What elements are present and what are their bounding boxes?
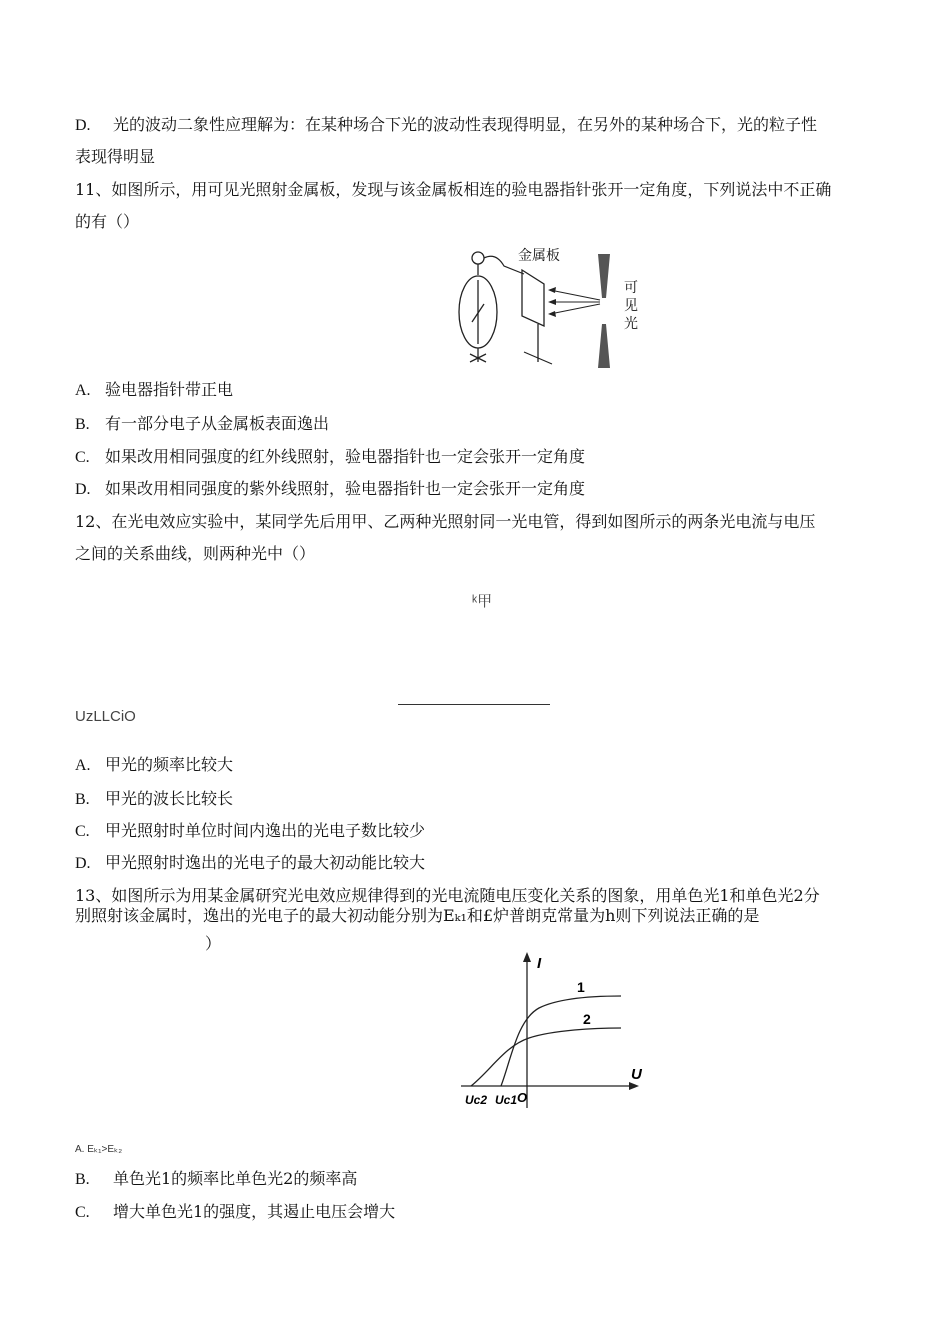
q12-option-b [75,789,233,810]
option-letter: D. [75,117,91,134]
q12-figure-axis-line [398,704,550,705]
option-text: 光的波动二象性应理解为：在某种场合下光的波动性表现得明显，在另外的某种场合下，光的粒子性 [113,115,818,134]
option-text: 如果改用相同强度的红外线照射，验电器指针也一定会张开一定角度 [105,447,586,466]
q12-option-d [75,853,425,874]
q13-stem-line1: 13、如图所示为用某金属研究光电效应规律得到的光电流随电压变化关系的图象，用单色光1和单色光2分 [75,886,820,905]
option-text: 有一部分电子从金属板表面逸出 [105,414,330,433]
q13-option-a: A. Eₖ₁>Eₖ₂ [75,1144,123,1155]
option-text: 单色光1的频率比单色光2的频率高 [113,1169,358,1188]
y-axis-label: I [537,955,542,972]
q11-stem-line1: 11、如图所示，用可见光照射金属板，发现与该金属板相连的验电器指针张开一定角度，下列说法中不正确 [75,180,832,199]
light-label-3: 光 [624,315,638,331]
q13-stem-line3: ） [205,934,222,953]
slit-upper [598,254,610,298]
slit-lower [598,324,610,368]
q11-stem-line2: 的有（） [75,212,140,231]
q13-iu-graph [455,950,650,1138]
electroscope-ball [472,252,484,264]
option-letter: A. [75,382,91,399]
q11-option-b [75,414,329,435]
option-letter: C. [75,1204,90,1221]
option-text: 如果改用相同强度的紫外线照射，验电器指针也一定会张开一定角度 [105,479,586,498]
option-text: 甲光照射时单位时间内逸出的光电子数比较少 [105,821,426,840]
option-letter: A. [75,757,91,774]
option-letter: B. [75,791,90,808]
curve-2 [471,1028,621,1086]
light-label-2: 见 [624,297,638,313]
q13-stem-line2: 别照射该金属时，逸出的光电子的最大初动能分别为Eₖ₁和£炉普朗克常量为h则下列说法正确的是 [75,906,760,925]
x-axis-label: U [631,1066,642,1083]
q10-option-d [75,115,817,136]
q13-option-c [75,1202,395,1223]
metal-plate [522,270,544,326]
stop-voltage-2-label: Uc2 [465,1093,488,1107]
q11-option-c [75,447,585,468]
origin-label: O [517,1090,528,1105]
option-text: 增大单色光1的强度，其遏止电压会增大 [113,1202,396,1221]
q12-option-a [75,755,233,776]
stop-voltage-1-label: Uc1 [495,1093,518,1107]
q12-figure-fragment-top: ᵏ甲 [472,593,493,610]
option-text: 甲光照射时逸出的光电子的最大初动能比较大 [105,853,426,872]
option-letter: B. [75,416,90,433]
q13-option-b [75,1169,357,1190]
q11-option-d [75,479,585,500]
curve-1-label: 1 [577,979,585,995]
q11-electroscope-figure [452,240,652,372]
option-text: 甲光的频率比较大 [105,755,234,774]
q12-option-c [75,821,425,842]
q12-figure-fragment-left: UzLLCiO [75,708,136,725]
q12-stem-line2: 之间的关系曲线，则两种光中（） [75,544,316,563]
option-letter: C. [75,449,90,466]
option-letter: D. [75,855,91,872]
option-text: 甲光的波长比较长 [105,789,234,808]
curve-1 [501,996,621,1086]
q10-option-d-continued: 表现得明显 [75,147,156,166]
plate-label: 金属板 [518,247,560,263]
q11-option-a [75,380,233,401]
curve-2-label: 2 [583,1011,591,1027]
option-letter: C. [75,823,90,840]
option-letter: B. [75,1171,90,1188]
q12-stem-line1: 12、在光电效应实验中，某同学先后用甲、乙两种光照射同一光电管，得到如图所示的两条光电流与电压 [75,512,816,531]
option-text: 验电器指针带正电 [105,380,234,399]
light-label-1: 可 [624,279,638,295]
option-letter: D. [75,481,91,498]
